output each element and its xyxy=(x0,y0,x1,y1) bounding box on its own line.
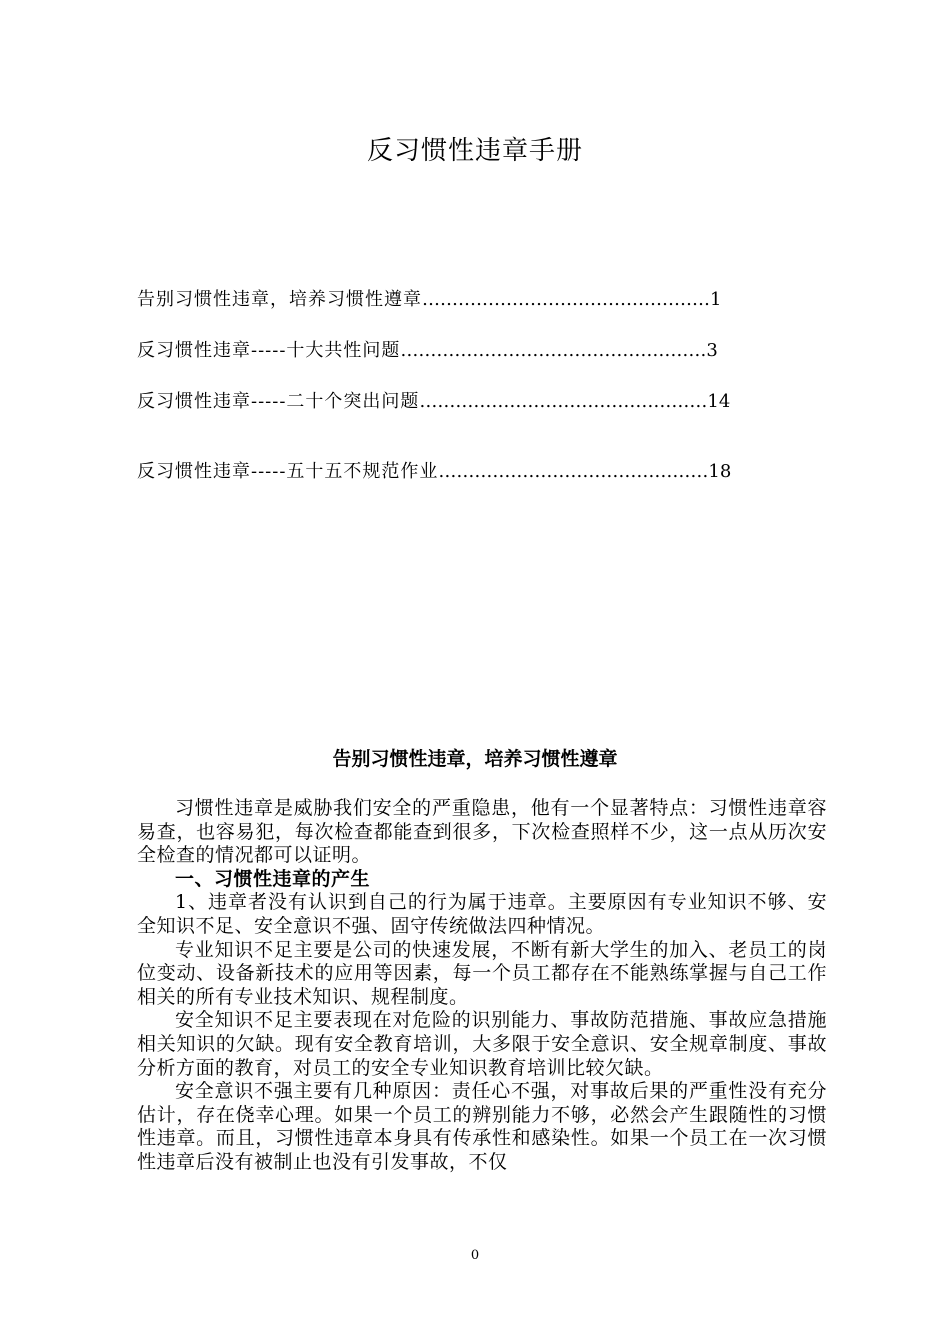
toc-entry-label: 告别习惯性违章，培养习惯性遵章 xyxy=(137,289,422,310)
paragraph: 安全知识不足主要表现在对危险的识别能力、事故防范措施、事故应急措施相关知识的欠缺。现有安全教育培训，大多限于安全意识、安全规章制度、事故分析方面的教育，对员工的安全专业知识教育培训比较欠缺。 xyxy=(137,1009,827,1079)
toc-entry-label: 反习惯性违章-----十大共性问题 xyxy=(137,340,401,361)
toc-entry-page: 14 xyxy=(707,391,731,412)
paragraph: 专业知识不足主要是公司的快速发展，不断有新大学生的加入、老员工的岗位变动、设备新技术的应用等因素，每一个员工都存在不能熟练掌握与自己工作相关的所有专业技术知识、规程制度。 xyxy=(137,938,827,1008)
section-title: 告别习惯性违章，培养习惯性遵章 xyxy=(332,748,618,770)
toc-entry-page: 3 xyxy=(706,340,718,361)
toc-entry[interactable] xyxy=(137,459,817,485)
toc-entry[interactable] xyxy=(137,338,817,364)
subsection-heading: 一、习惯性违章的产生 xyxy=(175,867,371,890)
page-number: 0 xyxy=(470,1248,480,1263)
toc-entry-label: 反习惯性违章-----五十五不规范作业 xyxy=(137,461,439,482)
document-title: 反习惯性违章手册 xyxy=(366,136,583,166)
paragraph: 习惯性违章是威胁我们安全的严重隐患，他有一个显著特点：习惯性违章容易查，也容易犯，每次检查都能查到很多，下次检查照样不少，这一点从历次安全检查的情况都可以证明。 xyxy=(137,797,827,867)
section-body xyxy=(137,797,827,1175)
toc-entry-page: 18 xyxy=(708,461,732,482)
toc-entry-leader: …………………………………………… xyxy=(400,340,707,361)
toc-entry-page: 1 xyxy=(710,289,722,310)
toc-entry-label: 反习惯性违章-----二十个突出问题 xyxy=(137,391,420,412)
paragraph: 1、违章者没有认识到自己的行为属于违章。主要原因有专业知识不够、安全知识不足、安全意识不强、固守传统做法四种情况。 xyxy=(137,891,827,937)
toc-entry[interactable] xyxy=(137,287,817,313)
toc-entry-leader: ……………………………………… xyxy=(438,461,709,482)
toc-entry-leader: ………………………………………… xyxy=(422,289,710,310)
toc-entry-leader: ………………………………………… xyxy=(419,391,708,412)
toc-entry[interactable] xyxy=(137,389,817,415)
paragraph: 安全意识不强主要有几种原因：责任心不强，对事故后果的严重性没有充分估计，存在侥幸心理。如果一个员工的辨别能力不够，必然会产生跟随性的习惯性违章。而且，习惯性违章本身具有传承性和感染性。如果一个员工在一次习惯性违章后没有被制止也没有引发事故，不仅 xyxy=(137,1080,827,1173)
